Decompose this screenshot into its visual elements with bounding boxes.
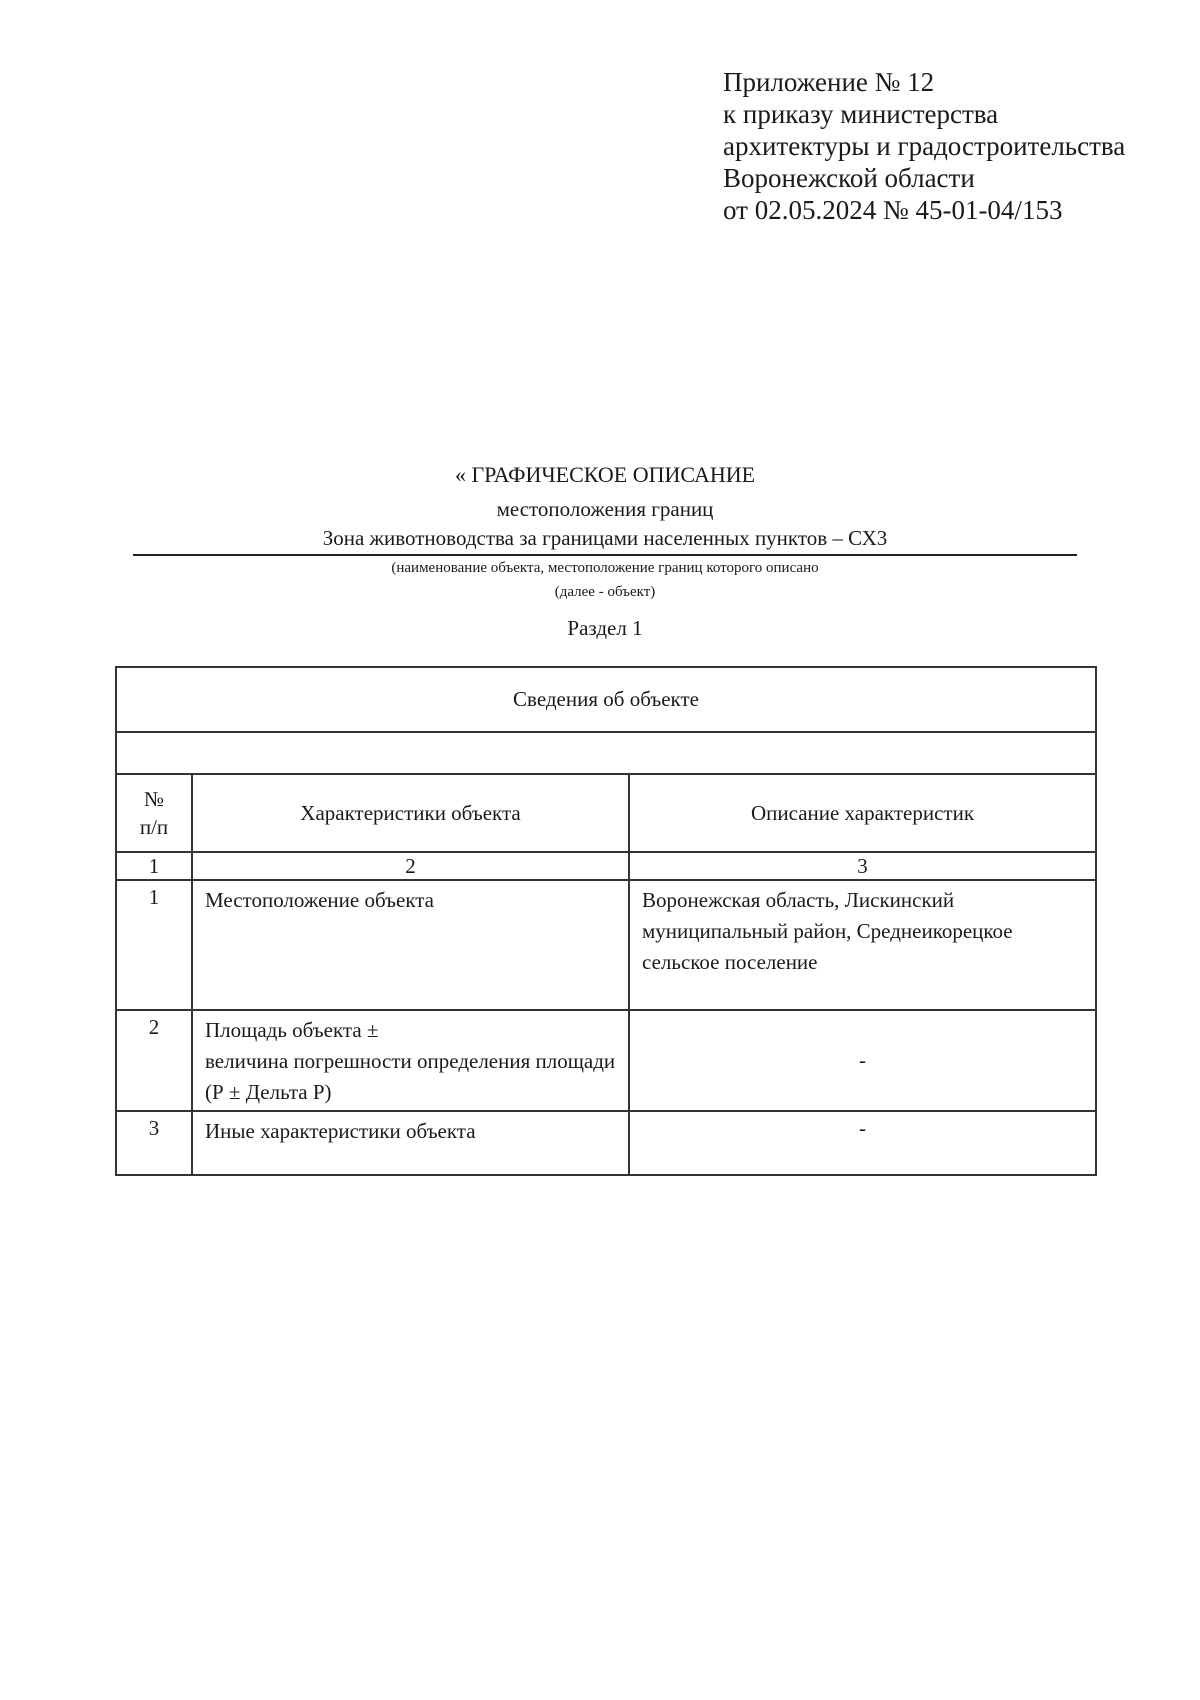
- column-header-num: № п/п: [116, 774, 192, 852]
- object-name-caption: (наименование объекта, местоположение границ которого описано: [391, 560, 819, 576]
- table-row: [116, 1111, 1096, 1175]
- appendix-order-ref: к приказу министерства: [723, 99, 999, 129]
- column-header-characteristic: Характеристики объекта: [192, 774, 629, 852]
- column-number: 3: [629, 852, 1096, 880]
- appendix-number: Приложение № 12: [723, 67, 935, 97]
- table-empty-row: [116, 732, 1096, 774]
- column-number: 2: [192, 852, 629, 880]
- column-header-description: Описание характеристик: [629, 774, 1096, 852]
- object-info-table: [115, 666, 1097, 1176]
- object-name: Зона животноводства за границами населенных пунктов – СХ3: [133, 524, 1077, 556]
- appendix-region: Воронежской области: [723, 163, 975, 193]
- appendix-ministry: архитектуры и градостроительства: [723, 131, 1126, 161]
- object-name-caption-continued: (далее - объект): [554, 584, 656, 600]
- row-number: 3: [116, 1111, 192, 1175]
- document-subtitle: местоположения границ: [496, 497, 714, 521]
- row-characteristic: Местоположение объекта: [192, 880, 629, 1010]
- title-block: [133, 460, 1077, 642]
- row-description: -: [629, 1010, 1096, 1111]
- table-header: Сведения об объекте: [116, 667, 1096, 732]
- row-number: 1: [116, 880, 192, 1010]
- column-number-row: [116, 852, 1096, 880]
- row-characteristic: Площадь объекта ± величина погрешности определения площади (Р ± Дельта Р): [192, 1010, 629, 1111]
- row-description: -: [629, 1111, 1096, 1175]
- column-header-row: [116, 774, 1096, 852]
- document-title: « ГРАФИЧЕСКОЕ ОПИСАНИЕ: [454, 462, 756, 487]
- row-number: 2: [116, 1010, 192, 1111]
- row-description: Воронежская область, Лискинский муниципальный район, Среднеикорецкое сельское поселение: [629, 880, 1096, 1010]
- table-empty-cell: [116, 732, 1096, 774]
- table-header-row: [116, 667, 1096, 732]
- table-row: [116, 1010, 1096, 1111]
- section-title: Раздел 1: [567, 616, 643, 640]
- row-characteristic: Иные характеристики объекта: [192, 1111, 629, 1175]
- column-number: 1: [116, 852, 192, 880]
- appendix-date-number: от 02.05.2024 № 45-01-04/153: [723, 195, 1063, 225]
- table-row: [116, 880, 1096, 1010]
- appendix-header: [723, 66, 1183, 226]
